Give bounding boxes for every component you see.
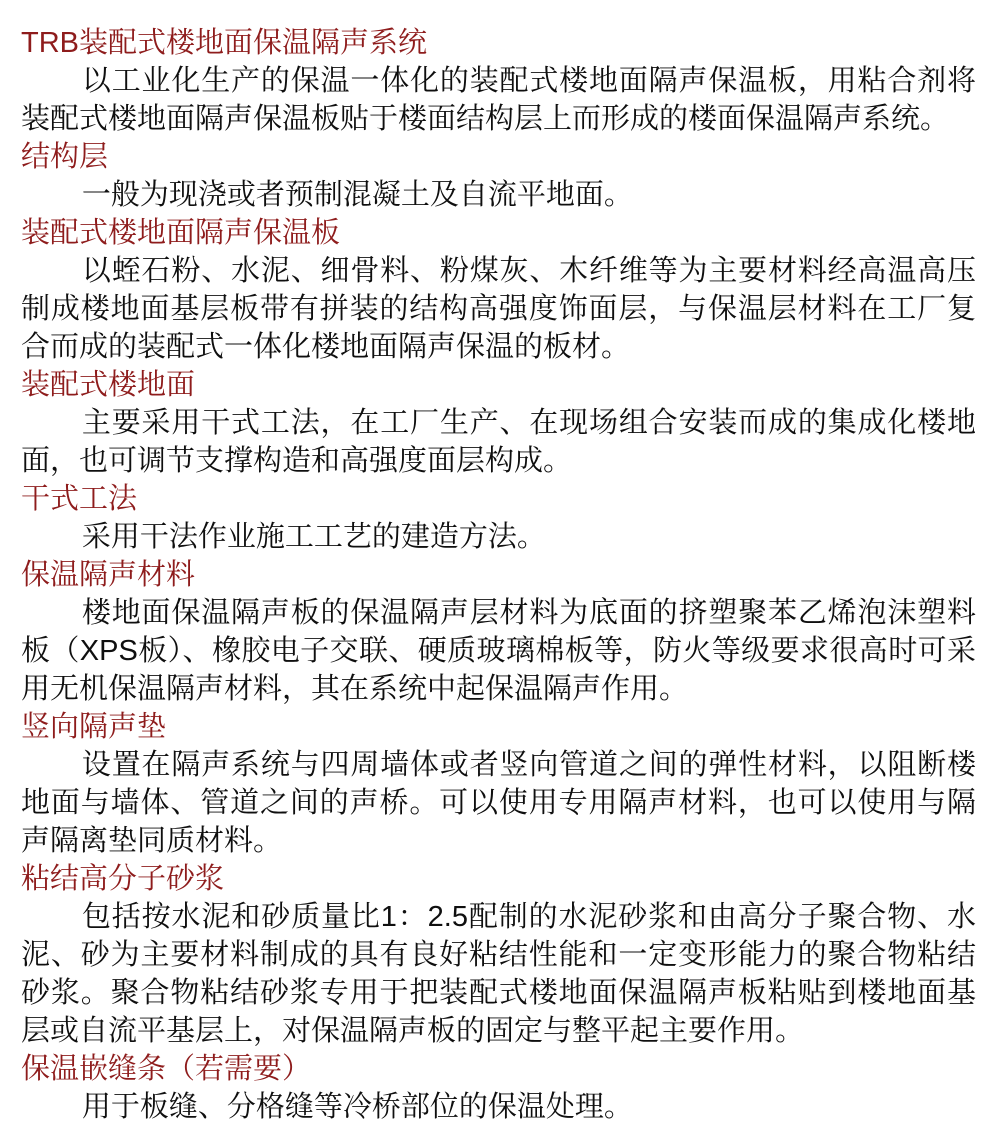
- glossary-entry: [21, 138, 976, 214]
- term-heading: 保温嵌缝条（若需要）: [21, 1053, 312, 1085]
- term-definition: 主要采用干式工法，在工厂生产、在现场组合安装而成的集成化楼地面，也可调节支撑构造和高强度面层构成。: [21, 407, 976, 477]
- term-definition: 以蛭石粉、水泥、细骨料、粉煤灰、木纤维等为主要材料经高温高压制成楼地面基层板带有拼装的结构高强度饰面层，与保温层材料在工厂复合而成的装配式一体化楼地面隔声保温的板材。: [21, 255, 976, 363]
- glossary-entry: [21, 708, 976, 860]
- glossary-entry: [21, 860, 976, 1050]
- term-heading: 干式工法: [21, 483, 138, 515]
- term-heading: 保温隔声材料: [21, 559, 196, 591]
- term-heading: 结构层: [21, 141, 109, 173]
- term-heading: 装配式楼地面隔声保温板: [21, 217, 341, 249]
- glossary-entry: [21, 1050, 976, 1126]
- term-heading: 装配式楼地面: [21, 369, 196, 401]
- term-heading: TRB装配式楼地面保温隔声系统: [21, 27, 428, 59]
- term-definition: 采用干法作业施工工艺的建造方法。: [81, 521, 546, 553]
- term-heading: 粘结高分子砂浆: [21, 863, 225, 895]
- term-definition: 用于板缝、分格缝等冷桥部位的保温处理。: [81, 1091, 633, 1123]
- term-definition: 一般为现浇或者预制混凝土及自流平地面。: [81, 179, 633, 211]
- term-heading: 竖向隔声垫: [21, 711, 167, 743]
- glossary-entry: [21, 24, 976, 138]
- term-definition: 设置在隔声系统与四周墙体或者竖向管道之间的弹性材料，以阻断楼地面与墙体、管道之间的声桥。可以使用专用隔声材料，也可以使用与隔声隔离垫同质材料。: [21, 749, 976, 857]
- glossary-entry: [21, 366, 976, 480]
- term-definition: 包括按水泥和砂质量比1：2.5配制的水泥砂浆和由高分子聚合物、水泥、砂为主要材料制成的具有良好粘结性能和一定变形能力的聚合物粘结砂浆。聚合物粘结砂浆专用于把装配式楼地面保温隔声板粘贴到楼地面基层或自流平基层上，对保温隔声板的固定与整平起主要作用。: [21, 901, 976, 1047]
- glossary-entry: [21, 556, 976, 708]
- glossary-entry: [21, 214, 976, 366]
- term-definition: 楼地面保温隔声板的保温隔声层材料为底面的挤塑聚苯乙烯泡沫塑料板（XPS板）、橡胶电子交联、硬质玻璃棉板等，防火等级要求很高时可采用无机保温隔声材料，其在系统中起保温隔声作用。: [21, 597, 976, 705]
- glossary-entry: [21, 480, 976, 556]
- term-definition: 以工业化生产的保温一体化的装配式楼地面隔声保温板，用粘合剂将装配式楼地面隔声保温板贴于楼面结构层上而形成的楼面保温隔声系统。: [21, 65, 976, 135]
